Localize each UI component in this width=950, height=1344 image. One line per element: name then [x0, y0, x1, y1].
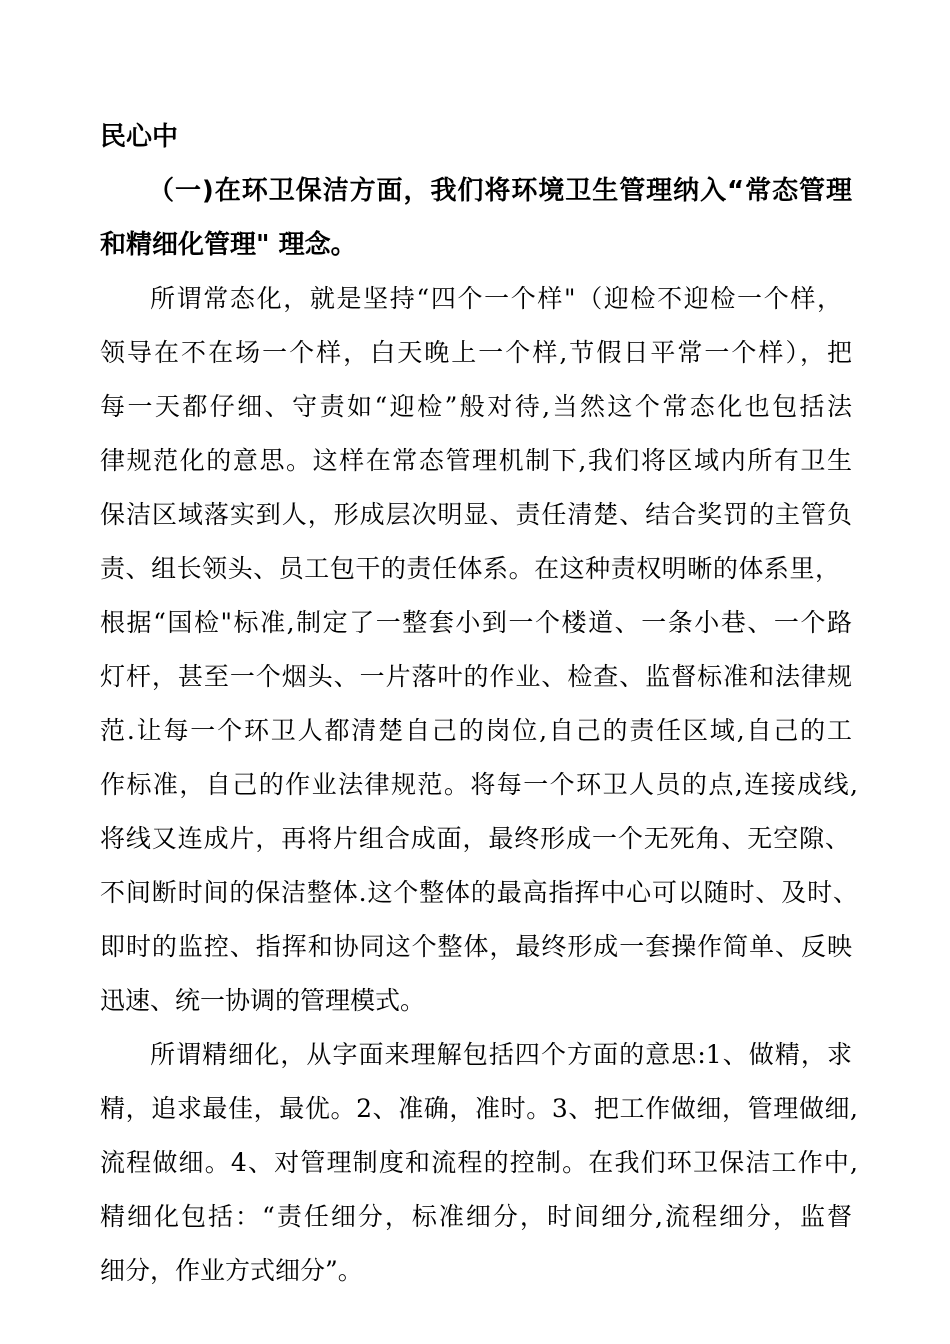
- paragraph-line: 迅速、统一协调的管理模式。: [100, 986, 426, 1015]
- paragraph-line: 精细化包括：“责任细分，标准细分，时间细分,流程细分，监督: [100, 1202, 852, 1231]
- paragraph-line: 领导在不在场一个样，白天晚上一个样,节假日平常一个样），把: [100, 338, 852, 367]
- heading-fragment: 民心中: [100, 122, 179, 152]
- paragraph-line: 范.让每一个环卫人都清楚自己的岗位,自己的责任区域,自己的工: [100, 716, 852, 745]
- paragraph-line: 灯杆，甚至一个烟头、一片落叶的作业、检查、监督标准和法律规: [100, 662, 852, 691]
- paragraph-line: 每一天都仔细、守责如“迎检”般对待,当然这个常态化也包括法: [100, 392, 852, 421]
- paragraph-line: 细分，作业方式细分”。: [100, 1256, 363, 1285]
- paragraph-line: 所谓精细化，从字面来理解包括四个方面的意思:1、做精，求: [150, 1040, 852, 1069]
- section-heading-line: （一)在环卫保洁方面，我们将环境卫生管理纳入“常态管理: [148, 176, 852, 206]
- paragraph-line: 根据“国检"标准,制定了一整套小到一个楼道、一条小巷、一个路: [100, 608, 852, 637]
- paragraph-line: 将线又连成片，再将片组合成面，最终形成一个无死角、无空隙、: [100, 824, 850, 853]
- section-heading-line: 和精细化管理" 理念。: [100, 230, 357, 260]
- paragraph-line: 即时的监控、指挥和协同这个整体，最终形成一套操作简单、反映: [100, 932, 852, 961]
- paragraph-line: 律规范化的意思。这样在常态管理机制下,我们将区域内所有卫生: [100, 446, 852, 475]
- paragraph-line: 流程做细。4、对管理制度和流程的控制。在我们环卫保洁工作中,: [100, 1148, 858, 1177]
- paragraph-line: 责、组长领头、员工包干的责任体系。在这种责权明晰的体系里，: [100, 554, 840, 583]
- paragraph-line: 保洁区域落实到人，形成层次明显、责任清楚、结合奖罚的主管负: [100, 500, 852, 529]
- paragraph-line: 不间断时间的保洁整体.这个整体的最高指挥中心可以随时、及时、: [100, 878, 858, 907]
- paragraph-line: 所谓常态化，就是坚持“四个一个样"（迎检不迎检一个样，: [150, 284, 842, 313]
- paragraph-line: 作标准，自己的作业法律规范。将每一个环卫人员的点,连接成线,: [100, 770, 858, 799]
- paragraph-line: 精，追求最佳，最优。2、准确，准时。3、把工作做细，管理做细,: [100, 1094, 858, 1123]
